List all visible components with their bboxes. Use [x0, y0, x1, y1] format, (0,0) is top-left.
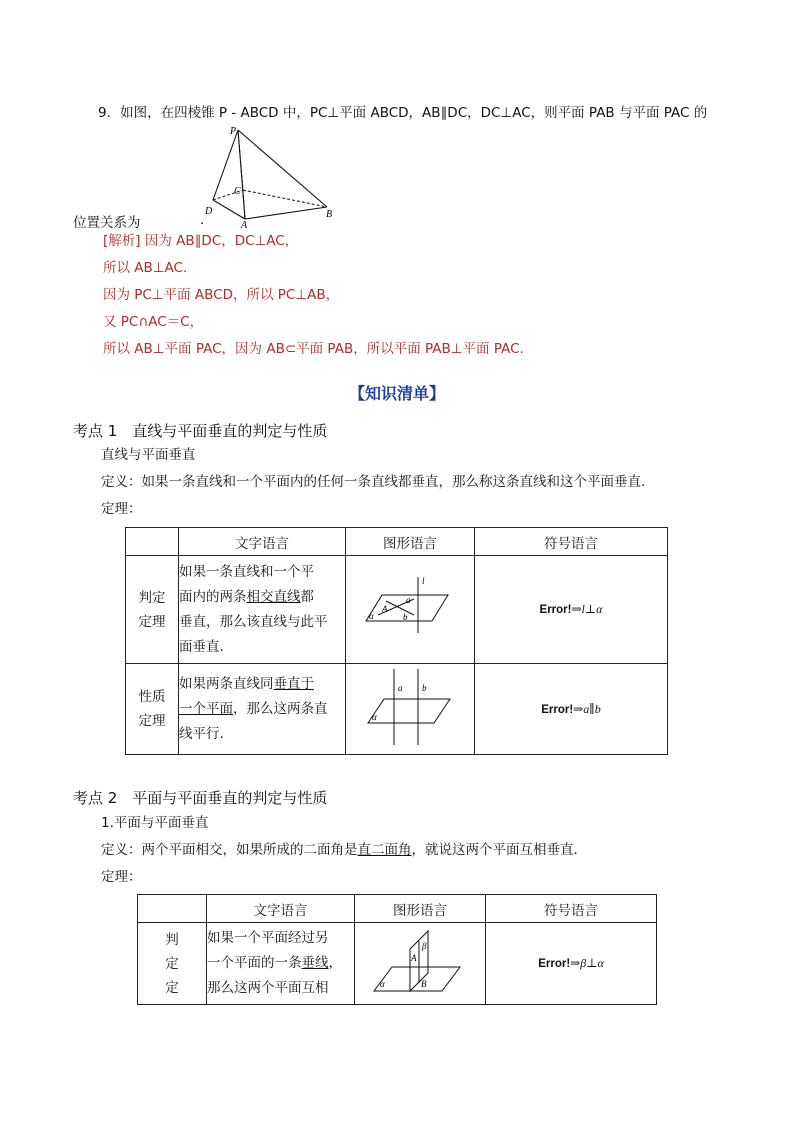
- t2-header-0: [138, 895, 207, 923]
- t1-row1-head-1: 判定: [138, 589, 166, 606]
- t2-header-text: 文字语言: [207, 895, 355, 923]
- t1-row2-conclusion: ⇒a∥b: [573, 701, 601, 716]
- t1-row-criterion: [126, 556, 668, 664]
- t2-row1-symbol: [486, 923, 657, 1005]
- fig1-label-b: b: [403, 611, 408, 622]
- topic1-title: 考点 1 直线与平面垂直的判定与性质: [73, 422, 328, 440]
- solution-line-4: 又 PC∩AC＝C，: [103, 314, 204, 330]
- t2-header-figure: 图形语言: [355, 895, 486, 923]
- solution-line-3: 因为 PC⊥平面 ABCD，所以 PC⊥AB，: [103, 287, 340, 303]
- label-p: P: [230, 126, 237, 137]
- pyramid-figure: [205, 124, 345, 228]
- t1-row2-text-3: 线平行.: [179, 725, 224, 742]
- t2-row1-text-1: 如果一个平面经过另: [207, 930, 329, 946]
- topic1-definition: 定义：如果一条直线和一个平面内的任何一条直线都垂直，那么称这条直线和这个平面垂直．: [101, 474, 655, 490]
- t2-row1-seg-b: ，: [328, 955, 342, 971]
- parallel-lines-figure: [360, 667, 460, 747]
- fig2-label-alpha: α: [372, 712, 377, 722]
- t1-row1-head: [126, 556, 179, 664]
- t1-row1-text-4: 面垂直.: [179, 638, 224, 655]
- fig3-label-A: A: [411, 952, 417, 963]
- t1-header-figure: 图形语言: [346, 528, 475, 556]
- t1-row1-text-3: 垂直，那么该直线与此平: [179, 613, 328, 630]
- t2-row1-head-3: 定: [165, 979, 179, 996]
- t1-row2-seg-b: ，那么这两条直: [233, 700, 328, 717]
- fig2-label-a: a: [398, 683, 403, 693]
- label-a: A: [241, 220, 248, 228]
- t2-row-criterion: [138, 923, 657, 1005]
- t2-row1-head: [138, 923, 207, 1005]
- t1-row1-head-2: 定理: [138, 613, 166, 630]
- t1-row2-seg-underline1: 垂直于: [273, 675, 314, 692]
- solution-line-5: 所以 AB⊥平面 PAC，因为 AB⊂平面 PAB，所以平面 PAB⊥平面 PAC.: [103, 341, 524, 357]
- topic2-definition: [101, 840, 587, 860]
- t1-row1-text-1: 如果一条直线和一个平: [179, 563, 314, 580]
- topic1-table: [125, 527, 668, 755]
- t1-row1-figure: [346, 556, 475, 664]
- t2-row1-error: Error!: [538, 958, 571, 970]
- topic2-table: [137, 894, 657, 1005]
- fig1-label-A: A: [382, 603, 388, 614]
- solution-tag: [解析]: [103, 233, 141, 249]
- t1-row1-seg-b: 都: [300, 588, 314, 605]
- topic2-def-post: ，就说这两个平面互相垂直．: [411, 842, 587, 858]
- label-d: D: [205, 206, 213, 217]
- t2-row1-head-2: 定: [165, 955, 179, 972]
- t1-row1-conclusion: ⇒l⊥α: [571, 602, 603, 616]
- topic1-subtitle: 直线与平面垂直: [101, 447, 196, 463]
- t1-row1-text-2: [179, 585, 345, 610]
- problem-line-2: 位置关系为: [73, 215, 141, 231]
- t2-row1-conclusion: ⇒β⊥α: [570, 956, 604, 970]
- fig1-label-l: l: [422, 575, 425, 586]
- t1-row2-seg-a: 如果两条直线同: [179, 675, 274, 692]
- t1-row1-seg-a: 面内的两条: [179, 588, 247, 605]
- section-title: 【知识清单】: [348, 384, 445, 403]
- solution-line-1: [103, 231, 298, 251]
- line-plane-perp-figure: [360, 573, 460, 643]
- t2-row1-figure: [355, 923, 486, 1005]
- t2-header-symbol: 符号语言: [486, 895, 657, 923]
- t1-header-0: [126, 528, 179, 556]
- t1-row2-symbol: [475, 664, 668, 755]
- topic2-theorem-label: 定理：: [101, 869, 142, 885]
- t1-row2-head: [126, 664, 179, 755]
- solution-line-2: 所以 AB⊥AC.: [103, 260, 188, 276]
- t2-row1-text-2: [207, 951, 354, 976]
- t2-row1-seg-a: 一个平面的一条: [207, 955, 302, 971]
- t1-row2-head-2: 定理: [138, 713, 166, 729]
- t1-row2-figure: [346, 664, 475, 755]
- t1-row2-text: [179, 664, 346, 755]
- t1-header-text: 文字语言: [179, 528, 346, 556]
- topic2-def-pre: 定义：两个平面相交，如果所成的二面角是: [101, 842, 358, 858]
- problem-line-1: 9．如图，在四棱锥 P - ABCD 中，PC⊥平面 ABCD，AB∥DC，DC⊥AC，则平面 PAB 与平面 PAC 的: [98, 105, 708, 121]
- fig2-label-b: b: [422, 683, 427, 693]
- t1-row2-seg-underline2: 一个平面: [179, 700, 233, 717]
- solution-text-1: 因为 AB∥DC，DC⊥AC，: [144, 233, 299, 249]
- t1-row2-error: Error!: [541, 703, 574, 716]
- t2-row1-text-3: 那么这两个平面互相: [207, 980, 329, 996]
- t1-row1-seg-underline: 相交直线: [246, 588, 301, 605]
- topic2-def-underline: 直二面角: [357, 842, 412, 858]
- t2-row1-text: [207, 923, 355, 1005]
- t1-header-symbol: 符号语言: [475, 528, 668, 556]
- topic2-title: 考点 2 平面与平面垂直的判定与性质: [73, 789, 328, 807]
- t1-row2-text-1: [179, 672, 345, 697]
- t1-row1-error: Error!: [539, 604, 572, 616]
- topic2-subtitle: 1.平面与平面垂直: [101, 815, 209, 831]
- fig1-label-alpha: α: [369, 610, 374, 621]
- fig3-label-B: B: [421, 978, 427, 989]
- fig3-label-alpha: α: [380, 978, 385, 989]
- plane-plane-perp-figure: [370, 927, 470, 997]
- t2-row1-seg-underline: 垂线: [301, 955, 329, 971]
- topic1-theorem-label: 定理：: [101, 501, 142, 517]
- fig1-label-a: a: [406, 594, 411, 605]
- label-c: C: [234, 186, 241, 197]
- label-b: B: [326, 209, 333, 220]
- t1-row2-text-2: [179, 697, 345, 722]
- t1-row1-symbol: [475, 556, 668, 664]
- t1-row1-text: [179, 556, 346, 664]
- t2-row1-head-1: 判: [165, 931, 179, 948]
- fig3-label-beta: β: [422, 940, 427, 951]
- answer-blank: .: [200, 212, 205, 228]
- t1-row2-head-1: 性质: [138, 689, 166, 705]
- t1-row-property: [126, 664, 668, 755]
